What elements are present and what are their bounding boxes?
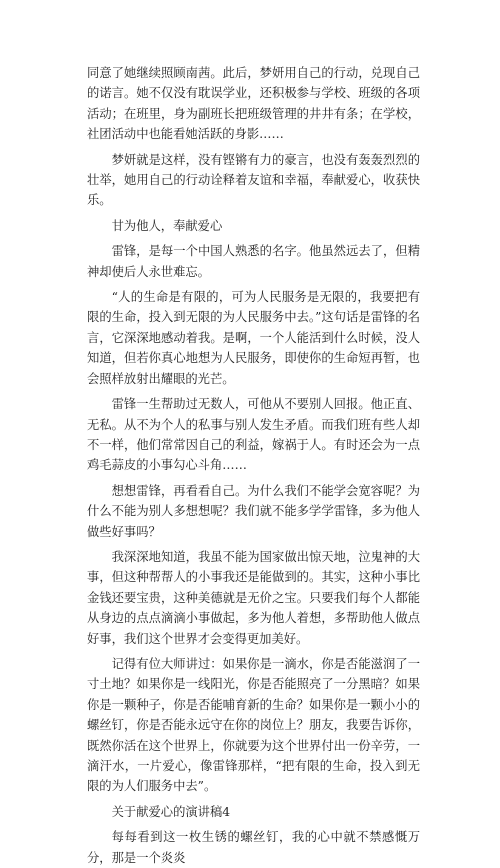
section-heading: 甘为他人，奉献爱心 — [111, 218, 223, 233]
paragraph: 每每看到这一枚生锈的螺丝钉，我的心中就不禁感慨万分，那是一个炎炎 — [87, 830, 420, 865]
paragraph: 梦妍就是这样，没有铿锵有力的豪言，也没有轰轰烈烈的壮举，她用自己的行动诠释着友谊和幸福，奉献爱心，收获快乐。 — [87, 152, 420, 208]
paragraph: “人的生命是有限的，可为人民服务是无限的，我要把有限的生命，投入到无限的为人民服务中去。”这句话是雷锋的名言，它深深地感动着我。是啊，一个人能活到什么时候，没人知道，但若你真心地想为人民服务，即使你的生命短再暂，也会照样放射出耀眼的光芒。 — [87, 290, 420, 386]
document-body — [87, 63, 420, 868]
section-heading: 关于献爱心的演讲稿4 — [111, 804, 231, 819]
paragraph: 想想雷锋，再看看自己。为什么我们不能学会宽容呢？为什么不能为别人多想想呢？我们就不能多学学雷锋，多为他人做些好事吗？ — [87, 483, 420, 539]
paragraph: 雷锋一生帮助过无数人，可他从不要别人回报。他正直、无私。从不为个人的私事与别人发生矛盾。而我们班有些人却不一样，他们常常因自己的利益，嫁祸于人。有时还会为一点鸡毛蒜皮的小事勾心斗角…… — [87, 397, 420, 473]
paragraph: 记得有位大师讲过：如果你是一滴水，你是否能滋润了一寸土地？如果你是一线阳光，你是否能照亮了一分黑暗？如果你是一颗种子，你是否能哺育新的生命？如果你是一颗小小的螺丝钉，你是否能永远守在你的岗位上？朋友，我要告诉你，既然你活在这个世界上，你就要为这个世界付出一份辛劳，一滴汗水，一片爱心，像雷锋那样，“把有限的生命，投入到无限的为人们服务中去”。 — [87, 656, 420, 794]
paragraph: 雷锋，是每一个中国人熟悉的名字。他虽然远去了，但精神却使后人永世难忘。 — [87, 244, 420, 279]
paragraph: 同意了她继续照顾南茜。此后，梦妍用自己的行动，兑现自己的诺言。她不仅没有耽误学业，还积极参与学校、班级的各项活动；在班里，身为副班长把班级管理的井井有条；在学校，社团活动中也能看她活跃的身影…… — [87, 66, 420, 142]
paragraph: 我深深地知道，我虽不能为国家做出惊天地，泣鬼神的大事，但这种帮帮人的小事我还是能做到的。其实，这种小事比金钱还要宝贵，这种美德就是无价之宝。只要我们每个人都能从身边的点点滴滴小事做起，多为他人着想，多帮助他人做点好事，我们这个世界才会变得更加美好。 — [87, 549, 420, 646]
